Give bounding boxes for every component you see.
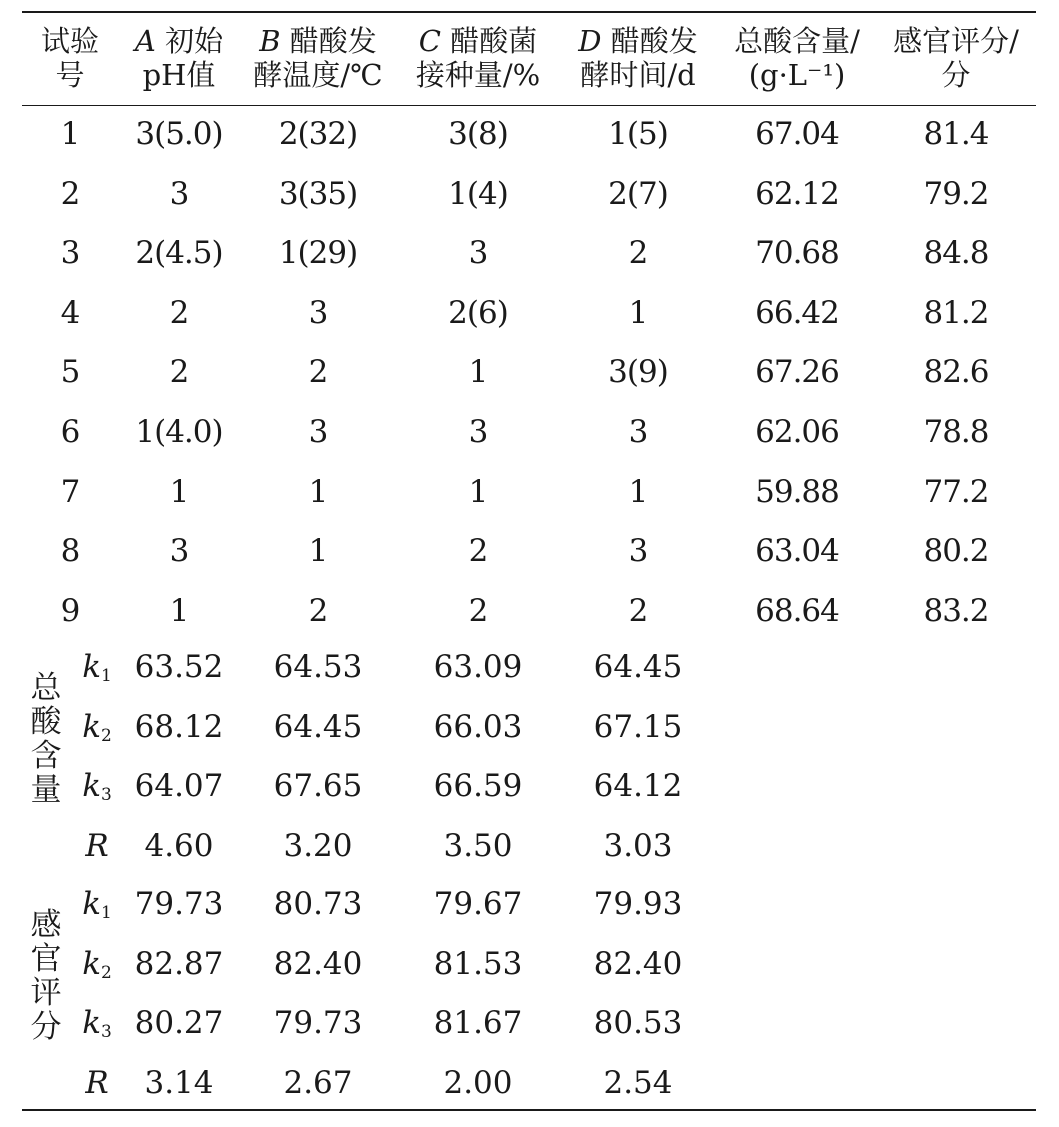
- stat-subscript: 1: [100, 903, 112, 923]
- table-cell: 1: [628, 473, 648, 510]
- header-text-1: 试验: [40, 24, 99, 58]
- group-label: [26, 671, 66, 807]
- stat-value: 66.59: [433, 768, 523, 804]
- stat-subscript: 3: [100, 785, 112, 805]
- header-line-2: pH值: [142, 58, 216, 92]
- header-text-1: 醋酸菌: [440, 24, 538, 58]
- table-cell: 3: [628, 533, 648, 570]
- header-line-1: [881, 24, 1031, 58]
- stat-subscript: 2: [100, 962, 112, 983]
- header-line-1: [243, 24, 393, 58]
- stat-value: 2.67: [283, 1064, 353, 1101]
- header-line-2: 酵时间/d: [580, 58, 696, 92]
- table-cell: 2: [169, 354, 189, 391]
- table-cell: 3: [169, 533, 189, 570]
- table-cell: 67.26: [755, 354, 839, 391]
- header-text-1: 初始: [155, 24, 224, 58]
- table-cell: 70.68: [755, 235, 839, 272]
- table-cell: 3: [169, 175, 189, 212]
- table-cell: 3(5.0): [135, 116, 223, 152]
- table-cell: 1(5): [608, 116, 668, 152]
- table-cell: 3: [308, 294, 328, 331]
- header-cell: [563, 24, 713, 92]
- stat-subscript: 3: [100, 1022, 112, 1042]
- table-cell: 1: [169, 592, 189, 629]
- stat-value: 81.67: [433, 1005, 523, 1041]
- group-label-char: 分: [30, 1009, 62, 1045]
- table-cell: 67.04: [755, 116, 839, 152]
- header-line-2: 酵温度/℃: [253, 58, 383, 92]
- table-cell: 1: [468, 473, 488, 510]
- group-label-char: 量: [30, 772, 62, 808]
- table-cell: 3: [468, 414, 488, 450]
- table-top-rule: [22, 11, 1036, 13]
- stat-value: 2.00: [443, 1064, 513, 1101]
- trial-number: 7: [60, 473, 80, 510]
- table-cell: 3: [308, 414, 328, 450]
- header-line-1: [563, 24, 713, 58]
- table-cell: 3: [468, 235, 488, 272]
- stat-value: 68.12: [134, 708, 224, 745]
- header-line-2: (g·L⁻¹): [748, 58, 846, 92]
- table-cell: 82.6: [923, 354, 989, 391]
- header-text-1: 总酸含量/: [734, 24, 860, 58]
- table-cell: 2: [308, 592, 328, 629]
- stat-value: 79.93: [593, 886, 683, 922]
- header-line-1: [403, 24, 553, 58]
- table-cell: 78.8: [923, 414, 989, 450]
- group-label-char: 官: [30, 941, 62, 977]
- table-cell: 2: [308, 354, 328, 391]
- table-cell: 68.64: [755, 592, 839, 629]
- stat-value: 4.60: [144, 827, 214, 864]
- header-text-1: 醋酸发: [601, 24, 698, 58]
- trial-number: 3: [60, 235, 80, 272]
- stat-value: 80.73: [273, 886, 363, 922]
- trial-number: 6: [60, 414, 80, 450]
- table-cell: 3(8): [448, 116, 508, 152]
- trial-number: 2: [60, 175, 80, 212]
- header-factor-letter: D: [578, 24, 602, 58]
- table-header-rule: [22, 105, 1036, 106]
- table-cell: 77.2: [923, 473, 989, 510]
- stat-value: 80.27: [134, 1005, 224, 1041]
- header-text-1: 感官评分/: [893, 24, 1019, 58]
- table-cell: 1(4): [448, 175, 508, 212]
- stat-value: 64.45: [273, 708, 363, 745]
- header-cell: [243, 24, 393, 92]
- table-cell: 1: [628, 294, 648, 331]
- table-cell: 83.2: [923, 592, 989, 629]
- stat-value: 82.87: [134, 945, 224, 982]
- table-cell: 1: [308, 473, 328, 510]
- table-cell: 1(29): [278, 235, 358, 272]
- stat-symbol: k: [82, 649, 101, 685]
- header-cell: [403, 24, 553, 92]
- header-factor-letter: A: [134, 24, 156, 58]
- stat-symbol: R: [85, 827, 109, 864]
- trial-number: 5: [60, 354, 80, 391]
- stat-symbol: k: [82, 1005, 101, 1041]
- header-line-2: 号: [55, 58, 85, 92]
- stat-value: 64.45: [593, 649, 683, 685]
- group-label: [26, 908, 66, 1044]
- table-cell: 59.88: [755, 473, 839, 510]
- trial-number: 9: [60, 592, 80, 629]
- table-cell: 1: [308, 533, 328, 570]
- table-cell: 62.06: [755, 414, 839, 450]
- stat-symbol: k: [82, 886, 101, 922]
- table-cell: 3: [628, 414, 648, 450]
- table-cell: 2: [628, 235, 648, 272]
- table-cell: 3(35): [278, 175, 358, 212]
- header-factor-letter: C: [418, 24, 441, 58]
- stat-value: 2.54: [603, 1064, 673, 1101]
- group-label-char: 酸: [30, 704, 62, 740]
- table-bottom-rule: [22, 1109, 1036, 1111]
- header-cell: [722, 24, 872, 92]
- table-cell: 1: [468, 354, 488, 391]
- stat-value: 79.73: [134, 886, 224, 922]
- stat-symbol: k: [82, 768, 101, 804]
- table-cell: 84.8: [923, 235, 989, 272]
- table-cell: 2(6): [448, 294, 508, 331]
- table-cell: 2(7): [608, 175, 668, 212]
- stat-value: 66.03: [433, 708, 523, 745]
- stat-value: 63.52: [134, 649, 224, 685]
- table-cell: 2: [468, 592, 488, 629]
- stat-value: 79.67: [433, 886, 523, 922]
- stat-value: 64.53: [273, 649, 363, 685]
- group-label-char: 评: [30, 975, 62, 1011]
- stat-value: 64.07: [134, 768, 224, 804]
- header-line-2: 分: [941, 58, 971, 92]
- stat-value: 82.40: [273, 945, 363, 982]
- stat-symbol: k: [82, 945, 101, 982]
- header-line-2: 接种量/%: [415, 58, 541, 92]
- table-cell: 81.4: [923, 116, 989, 152]
- stat-value: 82.40: [593, 945, 683, 982]
- table-cell: 62.12: [755, 175, 839, 212]
- stat-subscript: 1: [100, 666, 112, 686]
- stat-symbol: R: [85, 1064, 109, 1101]
- table-cell: 1(4.0): [135, 414, 223, 450]
- stat-value: 3.20: [283, 827, 353, 864]
- stat-value: 81.53: [433, 945, 523, 982]
- header-cell: [881, 24, 1031, 92]
- stat-value: 67.65: [273, 768, 363, 804]
- table-cell: 66.42: [755, 294, 839, 331]
- stat-value: 3.03: [603, 827, 673, 864]
- table-cell: 2(32): [278, 116, 358, 152]
- table-cell: 3(9): [608, 354, 668, 391]
- trial-number: 1: [60, 116, 80, 152]
- header-factor-letter: B: [259, 24, 281, 58]
- table-cell: 2: [468, 533, 488, 570]
- stat-value: 3.14: [144, 1064, 214, 1101]
- header-cell: [104, 24, 254, 92]
- stat-value: 67.15: [593, 708, 683, 745]
- header-line-1: [104, 24, 254, 58]
- trial-number: 4: [60, 294, 80, 331]
- stat-value: 3.50: [443, 827, 513, 864]
- table-cell: 2(4.5): [135, 235, 223, 272]
- stat-subscript: 2: [100, 725, 112, 746]
- stat-value: 80.53: [593, 1005, 683, 1041]
- group-label-char: 含: [30, 738, 62, 774]
- stat-value: 63.09: [433, 649, 523, 685]
- stat-value: 79.73: [273, 1005, 363, 1041]
- table-cell: 79.2: [923, 175, 989, 212]
- trial-number: 8: [60, 533, 80, 570]
- stat-symbol: k: [82, 708, 101, 745]
- header-line-1: [722, 24, 872, 58]
- table-cell: 2: [169, 294, 189, 331]
- header-text-1: 醋酸发: [280, 24, 377, 58]
- table-cell: 2: [628, 592, 648, 629]
- table-cell: 81.2: [923, 294, 989, 331]
- table-cell: 80.2: [923, 533, 989, 570]
- group-label-char: 总: [30, 670, 62, 706]
- table-cell: 63.04: [755, 533, 839, 570]
- stat-value: 64.12: [593, 768, 683, 804]
- table-cell: 1: [169, 473, 189, 510]
- group-label-char: 感: [30, 907, 62, 943]
